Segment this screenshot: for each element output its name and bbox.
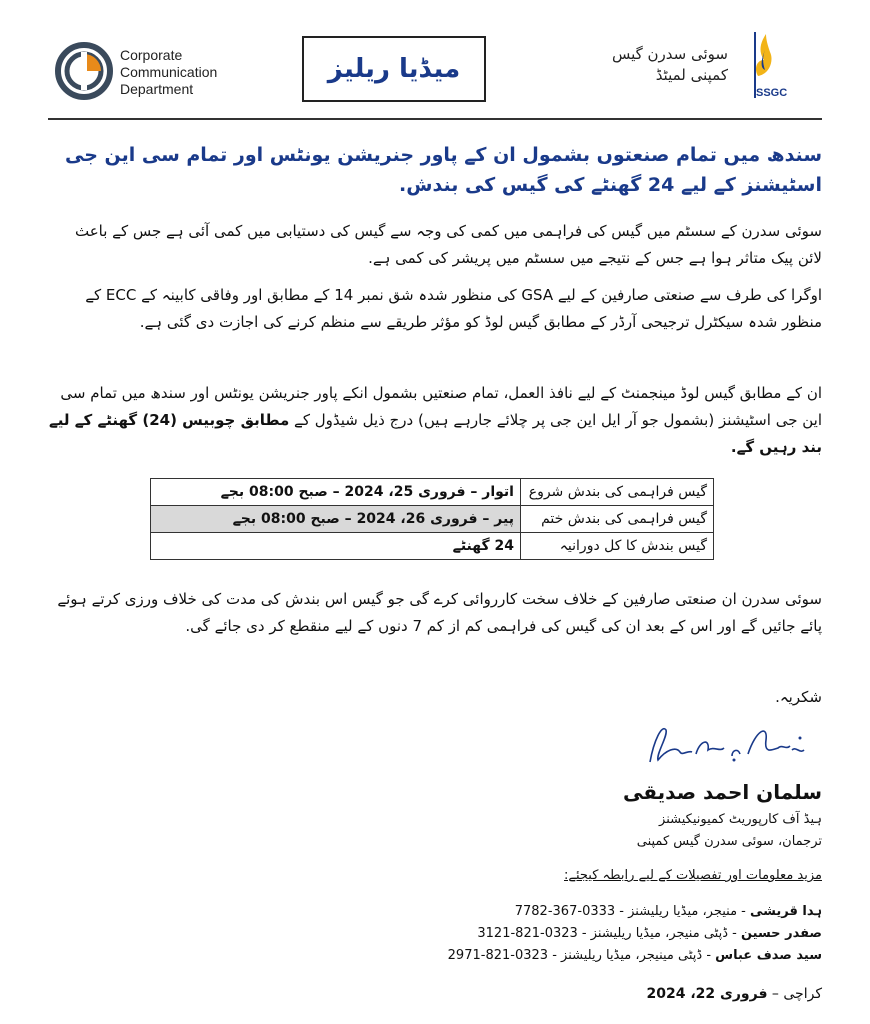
spokesperson-title: ہیڈ آف کارپوریٹ کمیونیکیشنز bbox=[659, 812, 822, 827]
table-row bbox=[151, 479, 714, 506]
schedule-label-end: گیس فراہمی کی بندش ختم bbox=[521, 506, 714, 533]
schedule-value-end: پیر – فروری 26، 2024 – صبح 08:00 بجے bbox=[151, 506, 521, 533]
schedule-value-duration: 24 گھنٹے bbox=[151, 533, 521, 560]
department-name bbox=[120, 47, 217, 98]
media-release-title: میڈیا ریلیز bbox=[327, 54, 461, 84]
department-line-3: Department bbox=[120, 81, 194, 97]
contact-item bbox=[380, 904, 822, 919]
press-release-headline: سندھ میں تمام صنعتوں بشمول ان کے پاور جنریشن یونٹس اور تمام سی این جی اسٹیشنز کے لیے 24 گھنٹے کی گیس کی بندش. bbox=[64, 144, 822, 196]
dateline-date: فروری 22، 2024 bbox=[646, 986, 768, 1002]
contact-item bbox=[380, 926, 822, 941]
thanks-text: شکریہ. bbox=[775, 688, 822, 706]
contact-name: ہدا قریشی bbox=[750, 904, 822, 919]
schedule-label-start: گیس فراہمی کی بندش شروع bbox=[521, 479, 714, 506]
company-name-line-2: کمپنی لمیٹڈ bbox=[655, 66, 728, 84]
paragraph-closure-notice bbox=[48, 380, 822, 461]
schedule-value-start: اتوار – فروری 25، 2024 – صبح 08:00 بجے bbox=[151, 479, 521, 506]
media-release-box bbox=[302, 36, 486, 102]
paragraph-ogra-authorization: اوگرا کی طرف سے صنعتی صارفین کے لیے GSA کی منظور شدہ شق نمبر 14 کے مطابق اور وفاقی کابینہ کے ECC کے منظور شدہ سیکٹرل ترجیحی آرڈر کے مطابق گیس لوڈ کو مؤثر طریقے سے منظم کرنے کی اجازت دی گئی ہے. bbox=[85, 286, 822, 331]
contacts-heading: مزید معلومات اور تفصیلات کے لیے رابطہ کیجئے: bbox=[564, 868, 822, 883]
contact-role: - منیجر، میڈیا ریلیشنز - bbox=[615, 904, 751, 919]
company-name-line-1: سوئی سدرن گیس bbox=[611, 45, 728, 63]
table-row bbox=[151, 533, 714, 560]
contact-name: سید صدف عباس bbox=[715, 948, 822, 963]
contact-name: صفدر حسین bbox=[740, 926, 822, 941]
department-line-1: Corporate bbox=[120, 47, 183, 63]
contact-phone: 0323-821-2971 bbox=[447, 948, 549, 963]
contact-role: - ڈپٹی منیجر، میڈیا ریلیشنز - bbox=[577, 926, 741, 941]
schedule-label-duration: گیس بندش کا کل دورانیہ bbox=[521, 533, 714, 560]
paragraph-penalty-warning: سوئی سدرن ان صنعتی صارفین کے خلاف سخت کارروائی کرے گی جو گیس اس بندش کی مدت کی خلاف ورزی کرتے ہوئے پائے جائیں گے اور اس کے بعد ان کی گیس کی فراہمی کم از کم 7 دنوں کے لیے منقطع کر دی جائے گی. bbox=[57, 590, 822, 635]
dateline bbox=[560, 986, 822, 1002]
closure-notice-emphasis: مطابق چوبیس (24) گھنٹے کے لیے بند رہیں گے. bbox=[48, 411, 822, 456]
paragraph-supply-shortage: سوئی سدرن کے سسٹم میں گیس کی فراہمی میں کمی کی وجہ سے گیس کی دستیابی میں کمی آئی ہے جس کے باعث لائن پیک متاثر ہوا ہے جس کے نتیجے میں سسٹم میں پریشر کی کمی ہے. bbox=[74, 222, 822, 267]
spokesperson-role: ترجمان، سوئی سدرن گیس کمپنی bbox=[636, 834, 822, 849]
ssgc-logo-icon bbox=[734, 30, 788, 100]
dateline-city: کراچی – bbox=[767, 986, 822, 1002]
table-row bbox=[151, 506, 714, 533]
contact-item bbox=[380, 948, 822, 963]
ssgc-abbreviation: SSGC bbox=[756, 87, 788, 99]
closure-schedule-table bbox=[150, 478, 714, 560]
contact-phone: 0323-821-3121 bbox=[477, 926, 578, 941]
ccd-logo-icon bbox=[55, 42, 113, 100]
signature-image bbox=[636, 710, 812, 774]
contact-phone: 0333-367-7782 bbox=[514, 904, 616, 919]
company-name-urdu bbox=[596, 44, 728, 86]
contact-role: - ڈپٹی مینیجر، میڈیا ریلیشنز - bbox=[548, 948, 716, 963]
spokesperson-name: سلمان احمد صدیقی bbox=[623, 780, 822, 804]
closure-notice-text: ان کے مطابق گیس لوڈ مینجمنٹ کے لیے نافذ العمل، تمام صنعتیں بشمول انکے پاور جنریشن یونٹس اور سندھ میں تمام سی این جی اسٹیشنز (بشمول جو آر ایل این جی پر چلائے جارہے ہیں) درج ذیل شیڈول کے bbox=[60, 384, 822, 429]
header-divider bbox=[48, 118, 822, 120]
department-line-2: Communication bbox=[120, 64, 218, 80]
